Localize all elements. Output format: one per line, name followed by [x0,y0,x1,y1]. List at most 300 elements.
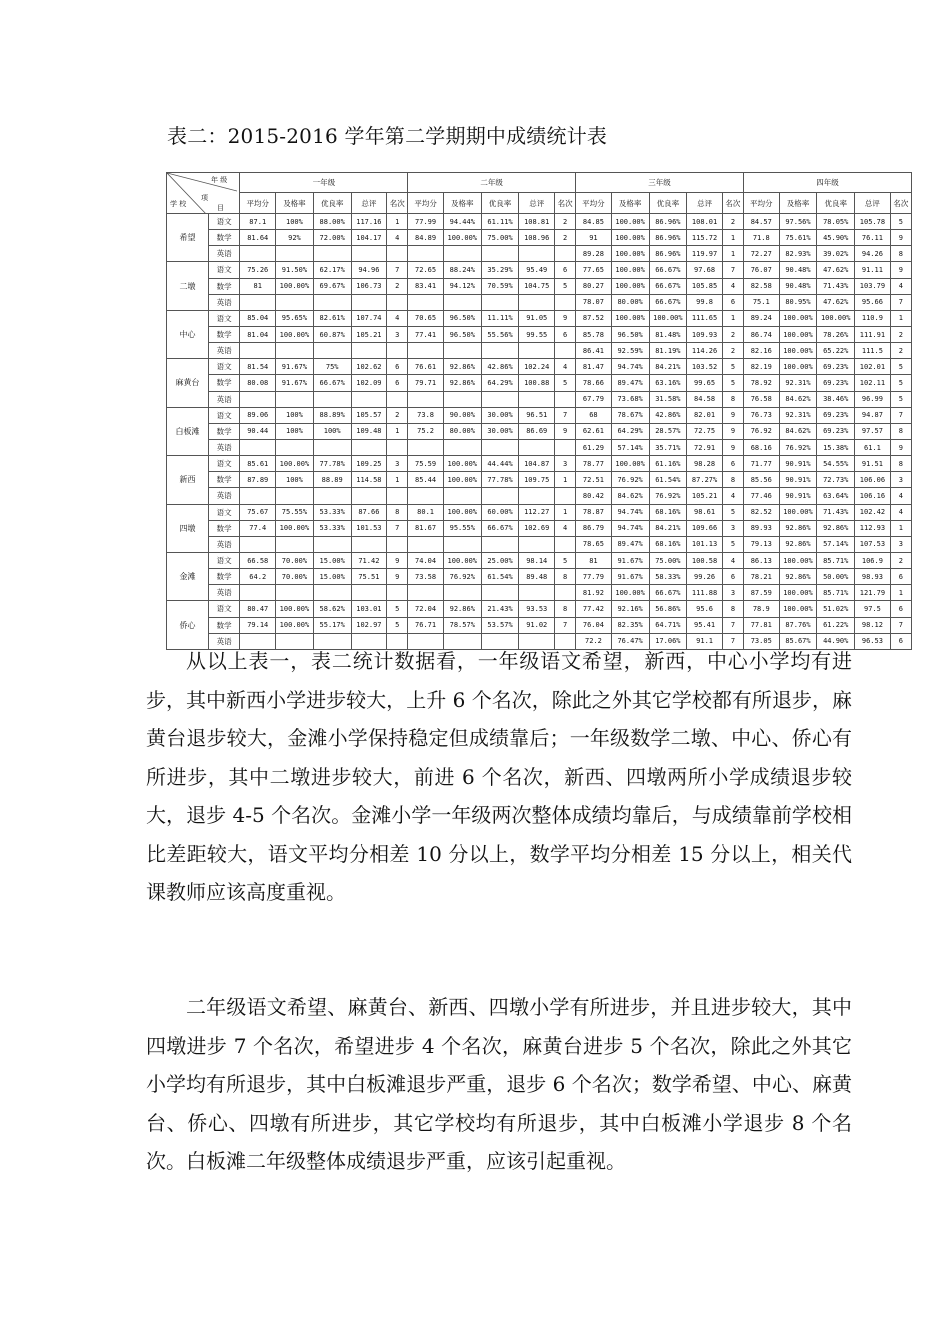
metric-header: 名次 [555,193,576,214]
school-name-cell: 金滩 [167,552,209,600]
data-cell: 64.29% [481,375,519,391]
data-cell: 17.06% [649,633,687,649]
data-cell: 7 [890,407,911,423]
data-cell [408,343,444,359]
data-cell: 100.88 [519,375,555,391]
data-cell: 9 [722,407,743,423]
data-cell: 108.96 [519,230,555,246]
data-cell: 3 [387,456,408,472]
data-cell: 82.58 [743,278,779,294]
data-cell [408,246,444,262]
data-cell: 98.61 [687,504,723,520]
data-cell: 44.90% [817,633,855,649]
school-name-cell: 新西 [167,456,209,504]
data-cell: 111.91 [855,326,891,342]
data-cell [443,294,481,310]
data-cell: 1 [555,472,576,488]
data-cell: 86.79 [576,520,612,536]
data-cell: 39.02% [817,246,855,262]
data-cell: 6 [387,375,408,391]
data-cell: 85.61 [240,456,276,472]
data-cell: 97.57 [855,423,891,439]
data-cell: 84.58 [687,391,723,407]
data-cell: 91.1 [687,633,723,649]
data-cell: 96.51 [519,407,555,423]
data-cell: 100.00% [779,601,817,617]
table-row [167,278,912,294]
data-cell: 69.23% [817,407,855,423]
data-cell [443,343,481,359]
data-cell: 100% [276,407,314,423]
data-cell: 71.43% [817,504,855,520]
data-cell: 100.00% [611,262,649,278]
data-cell: 107.74 [351,310,387,326]
data-cell: 7 [890,294,911,310]
data-cell: 100.00% [443,230,481,246]
data-cell [519,536,555,552]
school-name-cell: 麻黄台 [167,359,209,407]
subject-cell: 数学 [208,520,239,536]
data-cell: 86.96% [649,246,687,262]
data-cell: 82.61% [313,310,351,326]
metric-header: 总评 [519,193,555,214]
data-cell: 64.71% [649,617,687,633]
data-cell: 91.02 [519,617,555,633]
data-cell: 103.79 [855,278,891,294]
table-row [167,294,912,310]
table-row [167,262,912,278]
data-cell: 2 [722,343,743,359]
data-cell: 30.00% [481,407,519,423]
data-cell: 77.81 [743,617,779,633]
table-row [167,472,912,488]
metric-header: 名次 [387,193,408,214]
data-cell: 112.93 [855,520,891,536]
data-cell: 73.68% [611,391,649,407]
data-cell: 100.00% [276,456,314,472]
data-cell: 4 [722,488,743,504]
data-cell: 100% [313,423,351,439]
data-cell [555,246,576,262]
data-cell: 68.16% [649,504,687,520]
metric-header: 及格率 [779,193,817,214]
data-cell: 7 [722,633,743,649]
table-row [167,359,912,375]
data-cell: 82.01 [687,407,723,423]
subject-cell: 数学 [208,326,239,342]
data-cell: 94.87 [855,407,891,423]
data-cell: 72.51 [576,472,612,488]
data-cell: 30.00% [481,423,519,439]
data-cell: 42.86% [481,359,519,375]
data-cell: 81.04 [240,326,276,342]
metric-header: 总评 [351,193,387,214]
data-cell: 81.54 [240,359,276,375]
table-row [167,246,912,262]
data-cell: 100.00% [611,214,649,230]
data-cell [351,294,387,310]
data-cell: 69.23% [817,423,855,439]
data-cell: 105.78 [855,214,891,230]
table-row [167,375,912,391]
data-cell: 5 [890,359,911,375]
data-cell: 91.67% [276,359,314,375]
data-cell: 91.67% [611,552,649,568]
data-cell: 5 [722,375,743,391]
data-cell: 87.1 [240,214,276,230]
data-cell: 94.74% [611,520,649,536]
data-cell: 83.41 [408,278,444,294]
data-cell [387,439,408,455]
data-cell: 100.00% [817,310,855,326]
data-cell [240,439,276,455]
data-cell: 68.16% [649,536,687,552]
data-cell: 90.44 [240,423,276,439]
data-cell: 61.54% [481,569,519,585]
subject-cell: 英语 [208,439,239,455]
data-cell: 72.27 [743,246,779,262]
data-cell: 6 [555,326,576,342]
data-cell: 95.65% [276,310,314,326]
data-cell: 100.58 [687,552,723,568]
table-row [167,569,912,585]
school-name-cell: 希望 [167,214,209,262]
table-row [167,601,912,617]
data-cell: 90.48% [779,278,817,294]
data-cell: 98.28 [687,456,723,472]
school-name-cell: 四墩 [167,504,209,552]
data-cell: 82.16 [743,343,779,359]
table-row [167,504,912,520]
data-cell: 87.52 [576,310,612,326]
data-cell: 15.00% [313,552,351,568]
subject-cell: 英语 [208,343,239,359]
data-cell: 8 [890,456,911,472]
data-cell: 90.91% [779,456,817,472]
data-cell: 121.79 [855,585,891,601]
data-cell: 2 [555,230,576,246]
data-cell: 6 [722,294,743,310]
data-cell [240,343,276,359]
data-cell: 78.07 [576,294,612,310]
data-cell: 78.26% [817,326,855,342]
data-cell: 4 [722,278,743,294]
data-cell: 77.99 [408,214,444,230]
data-cell: 102.42 [855,504,891,520]
data-cell: 86.74 [743,326,779,342]
data-cell: 2 [387,278,408,294]
data-cell: 90.91% [779,472,817,488]
data-cell: 72.00% [313,230,351,246]
data-cell: 55.56% [481,326,519,342]
data-cell: 86.69 [519,423,555,439]
school-name-cell: 中心 [167,310,209,358]
corner-grade-label: 年 级 [211,176,228,184]
data-cell: 101.13 [687,536,723,552]
data-cell: 100.00% [611,246,649,262]
data-cell: 89.47% [611,536,649,552]
data-cell: 81.64 [240,230,276,246]
data-cell: 96.53 [855,633,891,649]
data-cell [408,488,444,504]
data-cell [387,585,408,601]
data-cell [555,343,576,359]
data-cell: 73.58 [408,569,444,585]
data-cell: 78.66 [576,375,612,391]
data-cell: 8 [555,569,576,585]
data-cell: 100.00% [611,278,649,294]
data-cell: 100.00% [779,326,817,342]
data-cell: 108.81 [519,214,555,230]
data-cell: 82.93% [779,246,817,262]
data-cell: 54.55% [817,456,855,472]
data-cell: 9 [890,262,911,278]
school-name-cell: 白板滩 [167,407,209,455]
subject-cell: 语文 [208,214,239,230]
data-cell: 92.86% [443,601,481,617]
data-cell: 100.00% [443,504,481,520]
data-cell [351,343,387,359]
data-cell: 82.35% [611,617,649,633]
data-cell [481,294,519,310]
data-cell: 106.06 [855,472,891,488]
data-cell [408,294,444,310]
subject-cell: 英语 [208,246,239,262]
data-cell: 100.00% [779,310,817,326]
data-cell: 92% [276,230,314,246]
metric-header: 优良率 [313,193,351,214]
data-cell: 87.89 [240,472,276,488]
data-cell: 97.56% [779,214,817,230]
data-cell: 53.57% [481,617,519,633]
table-row [167,310,912,326]
data-cell: 109.48 [351,423,387,439]
data-cell: 99.8 [687,294,723,310]
data-cell: 86.41 [576,343,612,359]
data-cell: 100.00% [779,585,817,601]
data-cell: 3 [890,536,911,552]
corner-school-label: 学 校 [170,200,187,208]
data-cell: 65.22% [817,343,855,359]
data-cell: 115.72 [687,230,723,246]
data-cell: 75.2 [408,423,444,439]
data-cell: 78.65 [576,536,612,552]
subject-cell: 数学 [208,423,239,439]
data-cell: 61.29 [576,439,612,455]
data-cell [313,488,351,504]
data-cell: 72.91 [687,439,723,455]
data-cell: 78.92 [743,375,779,391]
data-cell: 109.25 [351,456,387,472]
data-cell: 75.51 [351,569,387,585]
data-cell: 78.67% [611,407,649,423]
data-cell [481,343,519,359]
data-cell [276,246,314,262]
subject-cell: 语文 [208,262,239,278]
data-cell [351,391,387,407]
data-cell: 88.24% [443,262,481,278]
grade-header: 二年级 [408,173,576,193]
data-cell [519,488,555,504]
data-cell [481,246,519,262]
analysis-paragraph-2: 二年级语文希望、麻黄台、新西、四墩小学有所进步，并且进步较大，其中四墩进步 7 个名次，希望进步 4 个名次，麻黄台进步 5 个名次，除此之外其它小学均有所退步，其中白板滩退步严重，退步 6 个名次；数学希望、中心、麻黄台、侨心、四墩有所进步，其它学校均有所退步，其中白板滩小学退步 8 个名次。白板滩二年级整体成绩退步严重，应该引起重视。 [146,995,852,1173]
data-cell: 79.13 [743,536,779,552]
data-cell: 92.59% [611,343,649,359]
stats-grid [166,172,912,650]
data-cell: 77.78% [313,456,351,472]
data-cell: 66.67% [649,278,687,294]
data-cell: 100.00% [779,343,817,359]
data-cell: 76.58 [743,391,779,407]
data-cell: 5 [890,375,911,391]
data-cell: 98.93 [855,569,891,585]
data-cell: 7 [722,617,743,633]
data-cell: 3 [890,472,911,488]
data-cell: 104.17 [351,230,387,246]
data-cell [240,536,276,552]
data-cell: 86.13 [743,552,779,568]
data-cell: 100.00% [276,520,314,536]
data-cell: 57.14% [817,536,855,552]
data-cell [313,294,351,310]
data-cell: 81.92 [576,585,612,601]
data-cell: 100.00% [276,326,314,342]
data-cell [408,391,444,407]
data-cell: 100% [276,423,314,439]
data-cell: 61.22% [817,617,855,633]
table-row [167,617,912,633]
data-cell: 99.26 [687,569,723,585]
data-cell: 76.73 [743,407,779,423]
data-cell: 25.00% [481,552,519,568]
data-cell: 99.65 [687,375,723,391]
data-cell [519,585,555,601]
data-cell: 92.31% [779,375,817,391]
data-cell: 91.67% [276,375,314,391]
data-cell: 78.9 [743,601,779,617]
data-cell: 84.89 [408,230,444,246]
data-cell [408,585,444,601]
data-cell: 3 [722,585,743,601]
data-cell: 7 [555,617,576,633]
data-cell: 111.88 [687,585,723,601]
data-cell: 2 [890,552,911,568]
table-row [167,520,912,536]
data-cell: 98.14 [519,552,555,568]
data-cell: 66.67% [649,262,687,278]
data-cell: 6 [555,262,576,278]
data-cell: 80.47 [240,601,276,617]
data-cell: 90.91% [779,488,817,504]
data-cell: 103.52 [687,359,723,375]
data-cell: 104.87 [519,456,555,472]
data-cell: 4 [387,230,408,246]
subject-cell: 语文 [208,552,239,568]
subject-cell: 数学 [208,472,239,488]
data-cell: 104.75 [519,278,555,294]
data-cell: 9 [555,423,576,439]
data-cell: 5 [387,617,408,633]
data-cell: 90.00% [443,407,481,423]
data-cell: 89.48 [519,569,555,585]
data-cell [313,439,351,455]
data-cell [519,439,555,455]
data-cell: 7 [387,262,408,278]
table-row [167,456,912,472]
data-cell: 78.21 [743,569,779,585]
data-cell: 100.00% [611,230,649,246]
data-cell: 91.11 [855,262,891,278]
data-cell: 95.6 [687,601,723,617]
data-cell: 105.85 [687,278,723,294]
metric-header: 总评 [687,193,723,214]
data-cell: 5 [890,391,911,407]
data-cell: 100.00% [276,278,314,294]
data-cell: 9 [890,439,911,455]
data-cell: 72.73% [817,472,855,488]
data-cell: 75.00% [649,552,687,568]
data-cell: 1 [890,310,911,326]
data-cell: 7 [890,617,911,633]
data-cell [555,536,576,552]
data-cell [313,246,351,262]
data-cell: 4 [555,520,576,536]
data-cell: 1 [722,246,743,262]
data-cell: 94.44% [443,214,481,230]
data-cell: 1 [890,520,911,536]
data-cell [240,585,276,601]
data-cell: 1 [387,423,408,439]
data-cell [519,343,555,359]
data-cell: 91.67% [611,569,649,585]
data-cell: 44.44% [481,456,519,472]
data-cell: 69.67% [313,278,351,294]
data-cell: 75.1 [743,294,779,310]
data-cell: 100% [276,214,314,230]
data-cell: 61.1 [855,439,891,455]
data-cell: 61.16% [649,456,687,472]
data-cell [481,391,519,407]
data-cell [443,439,481,455]
data-cell: 5 [555,552,576,568]
data-cell: 6 [890,633,911,649]
data-cell [387,343,408,359]
table-row [167,552,912,568]
data-cell: 103.01 [351,601,387,617]
data-cell: 2 [555,214,576,230]
data-cell: 100.00% [443,472,481,488]
data-cell [387,536,408,552]
data-cell [276,294,314,310]
data-cell: 80.00% [443,423,481,439]
data-cell: 9 [722,439,743,455]
data-cell [519,294,555,310]
data-cell [351,246,387,262]
data-cell: 79.14 [240,617,276,633]
data-cell: 95.55% [443,520,481,536]
data-cell: 91.50% [276,262,314,278]
table-row [167,423,912,439]
data-cell [351,488,387,504]
data-cell: 80.00% [611,294,649,310]
subject-cell: 数学 [208,569,239,585]
data-cell: 90.48% [779,262,817,278]
data-cell: 2 [722,326,743,342]
data-cell: 88.89% [313,407,351,423]
metric-header: 平均分 [576,193,612,214]
data-cell: 84.21% [649,520,687,536]
data-cell: 85.71% [817,552,855,568]
